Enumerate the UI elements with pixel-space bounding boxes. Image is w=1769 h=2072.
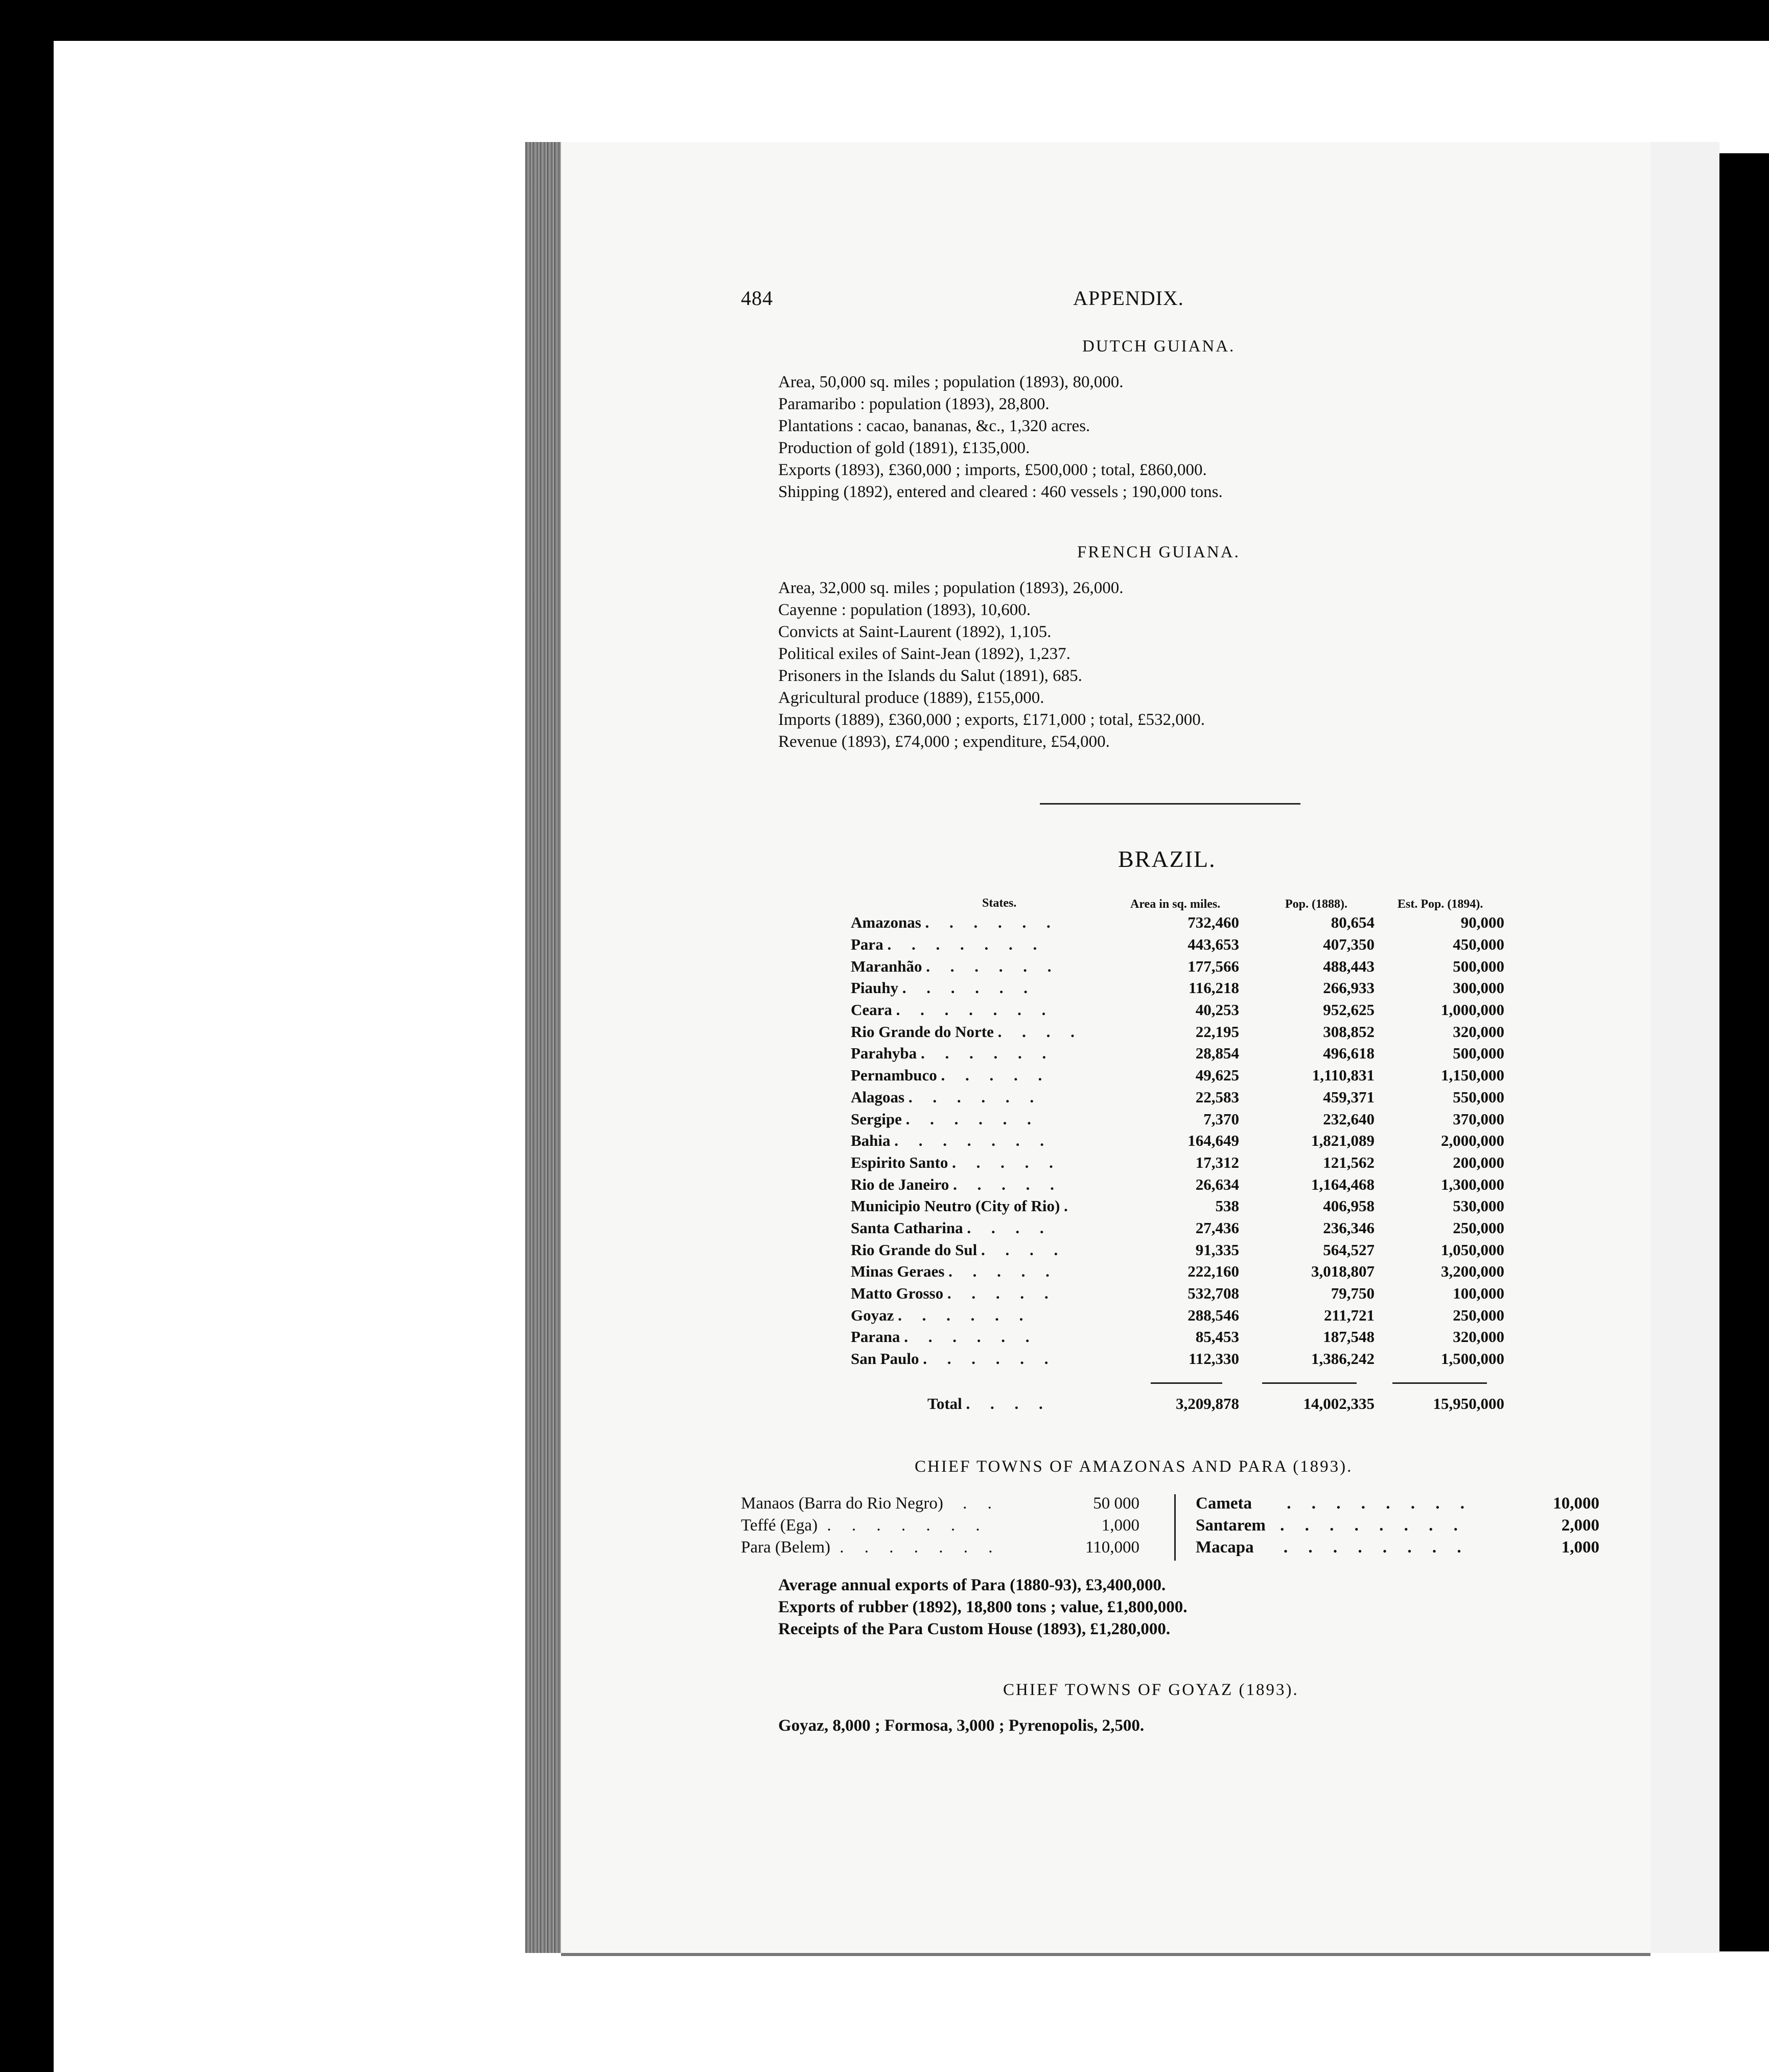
table-row: [851, 1304, 1504, 1326]
leader-dots: . . . .: [966, 1395, 1051, 1413]
area-cell: 17,312: [1195, 1153, 1239, 1171]
pop-1894-cell: 450,000: [1453, 935, 1504, 954]
state-cell: [851, 1130, 1137, 1152]
town-name: Macapa: [1196, 1538, 1254, 1557]
pop-1894-cell: 2,000,000: [1441, 1132, 1504, 1150]
pop-1888-cell: 79,750: [1331, 1284, 1375, 1303]
pop-1888-cell: 308,852: [1323, 1022, 1375, 1041]
area-cell: 27,436: [1195, 1218, 1239, 1237]
area-cell: 288,546: [1188, 1306, 1239, 1324]
pop-1888-cell: 1,164,468: [1311, 1175, 1375, 1193]
col-heading-pop-1894: Est. Pop. (1894).: [1398, 898, 1483, 911]
text-line: Goyaz, 8,000 ; Formosa, 3,000 ; Pyrenopolis, 2,500.: [778, 1716, 1145, 1735]
book-binding: [1719, 153, 1769, 1951]
leader-dots: . . . .: [981, 1240, 1066, 1259]
area-cell: 177,566: [1188, 957, 1239, 975]
facing-page-edge: [1650, 142, 1719, 1953]
pop-1888-cell: 1,386,242: [1311, 1350, 1375, 1368]
area-cell: 164,649: [1188, 1132, 1239, 1150]
state-cell: [851, 977, 1137, 999]
leader-dots: . . . . .: [952, 1153, 1061, 1171]
pop-1888-cell: 564,527: [1323, 1240, 1375, 1259]
pop-1894-cell: 320,000: [1453, 1022, 1504, 1041]
state-cell: [851, 999, 1137, 1021]
list-item: [741, 1538, 1139, 1557]
state-name: Rio Grande do Norte: [851, 1022, 994, 1041]
text-line: Agricultural produce (1889), £155,000.: [778, 689, 1044, 707]
leader-dots: . . . . . . .: [887, 935, 1045, 954]
table-row: [851, 1195, 1504, 1217]
brazil-title: BRAZIL.: [1118, 846, 1216, 872]
area-cell: 538: [1215, 1197, 1239, 1215]
total-label: Total: [927, 1395, 962, 1413]
leader-dots: . . . . . . .: [827, 1516, 988, 1535]
leader-dots: . . . . . .: [926, 957, 1060, 975]
leader-dots: . . . . .: [953, 1175, 1062, 1193]
total-pop-1888-cell: 14,002,335: [1303, 1395, 1375, 1413]
town-value: 1,000: [1561, 1538, 1599, 1557]
list-item: [741, 1494, 1139, 1513]
state-cell: [851, 1043, 1137, 1065]
col-heading-area: Area in sq. miles.: [1130, 898, 1221, 911]
list-item: [1196, 1494, 1599, 1513]
leader-dots: . . . . . . .: [894, 1132, 1053, 1150]
area-cell: 22,583: [1195, 1088, 1239, 1106]
state-name: Parahyba: [851, 1044, 917, 1063]
list-item: [1196, 1516, 1599, 1535]
state-cell: [851, 1173, 1137, 1195]
leader-dots: . . . . . . .: [840, 1538, 1001, 1557]
area-cell: 28,854: [1195, 1044, 1239, 1063]
text-line: Prisoners in the Islands du Salut (1891), 685.: [778, 667, 1082, 685]
leader-dots: . . . . .: [948, 1262, 1058, 1281]
pop-1888-cell: 266,933: [1323, 979, 1375, 997]
state-name: Para: [851, 935, 883, 954]
town-name: Para (Belem): [741, 1538, 831, 1557]
area-cell: 26,634: [1195, 1175, 1239, 1193]
leader-dots: . . . . . .: [920, 1044, 1055, 1063]
table-row: [851, 1348, 1504, 1370]
leader-dots: . . . . . .: [925, 913, 1059, 932]
text-line: Convicts at Saint-Laurent (1892), 1,105.: [778, 623, 1052, 641]
running-head: APPENDIX.: [1073, 287, 1184, 310]
leader-dots: . . . . . .: [902, 979, 1036, 997]
leader-dots: . . . . . . . .: [1280, 1516, 1466, 1535]
state-name: Maranhão: [851, 957, 922, 975]
pop-1888-cell: 488,443: [1323, 957, 1375, 975]
pop-1888-cell: 496,618: [1323, 1044, 1375, 1063]
pop-1894-cell: 300,000: [1453, 979, 1504, 997]
state-cell: [851, 1348, 1137, 1370]
pop-1888-cell: 211,721: [1323, 1306, 1375, 1324]
state-name: Pernambuco: [851, 1066, 937, 1085]
table-row: [851, 1283, 1504, 1305]
leader-dots: . . . .: [997, 1022, 1083, 1041]
text-line: Political exiles of Saint-Jean (1892), 1,237.: [778, 645, 1070, 663]
total-rule-area: [1151, 1382, 1222, 1384]
town-value: 1,000: [1101, 1516, 1139, 1535]
pop-1894-cell: 530,000: [1453, 1197, 1504, 1215]
leader-dots: . . . . . . . .: [1283, 1538, 1470, 1557]
state-cell: [851, 1021, 1137, 1043]
pop-1894-cell: 500,000: [1453, 1044, 1504, 1063]
table-row: [851, 912, 1504, 934]
brazil-total-row: [851, 1393, 1504, 1415]
pop-1888-cell: 236,346: [1323, 1218, 1375, 1237]
pop-1894-cell: 3,200,000: [1441, 1262, 1504, 1281]
state-name: Rio de Janeiro: [851, 1175, 949, 1193]
town-value: 50 000: [1093, 1494, 1139, 1513]
brazil-states-table: [851, 912, 1504, 1370]
state-name: Amazonas: [851, 913, 921, 932]
table-row: [851, 1326, 1504, 1348]
state-cell: [851, 1217, 1137, 1239]
state-cell: [851, 1239, 1137, 1261]
section-divider: [1040, 803, 1300, 805]
table-row: [851, 1108, 1504, 1130]
area-cell: 532,708: [1188, 1284, 1239, 1303]
leader-dots: . . . . . .: [898, 1306, 1032, 1324]
state-cell: [851, 1261, 1137, 1283]
pop-1894-cell: 550,000: [1453, 1088, 1504, 1106]
text-line: Plantations : cacao, bananas, &c., 1,320 acres.: [778, 417, 1090, 435]
leader-dots: . . . . .: [941, 1066, 1051, 1085]
area-cell: 22,195: [1195, 1022, 1239, 1041]
pop-1888-cell: 952,625: [1323, 1001, 1375, 1019]
column-divider: [1174, 1494, 1176, 1561]
table-row: [851, 934, 1504, 956]
table-row: [851, 1261, 1504, 1283]
area-cell: 222,160: [1188, 1262, 1239, 1281]
state-cell: [851, 1108, 1137, 1130]
state-cell: [851, 934, 1137, 956]
pop-1888-cell: 459,371: [1323, 1088, 1375, 1106]
state-name: Bahia: [851, 1132, 891, 1150]
pop-1888-cell: 121,562: [1323, 1153, 1375, 1171]
state-name: Piauhy: [851, 979, 899, 997]
col-heading-pop-1888: Pop. (1888).: [1285, 898, 1347, 911]
text-line: Exports of rubber (1892), 18,800 tons ; value, £1,800,000.: [778, 1598, 1188, 1616]
chief-towns-goyaz-title: CHIEF TOWNS OF GOYAZ (1893).: [1003, 1681, 1299, 1699]
table-row: [851, 1217, 1504, 1239]
table-row: [851, 1065, 1504, 1087]
state-name: Parana: [851, 1328, 900, 1346]
pop-1888-cell: 407,350: [1323, 935, 1375, 954]
state-cell: [851, 955, 1137, 977]
table-row: [851, 1043, 1504, 1065]
town-name: Cameta: [1196, 1494, 1252, 1513]
state-name: Santa Catharina: [851, 1218, 963, 1237]
pop-1894-cell: 90,000: [1460, 913, 1504, 932]
table-row: [851, 1021, 1504, 1043]
state-cell: [851, 1304, 1137, 1326]
pop-1894-cell: 1,150,000: [1441, 1066, 1504, 1085]
leader-dots: . . . . . .: [908, 1088, 1042, 1106]
text-line: Shipping (1892), entered and cleared : 460 vessels ; 190,000 tons.: [778, 483, 1223, 501]
table-row: [851, 977, 1504, 999]
pop-1894-cell: 1,500,000: [1441, 1350, 1504, 1368]
area-cell: 91,335: [1195, 1240, 1239, 1259]
text-line: Revenue (1893), £74,000 ; expenditure, £54,000.: [778, 733, 1110, 751]
state-name: San Paulo: [851, 1350, 919, 1368]
total-rule-pop-1894: [1392, 1382, 1487, 1384]
table-row: [851, 1239, 1504, 1261]
french-guiana-title: FRENCH GUIANA.: [1077, 543, 1240, 561]
pop-1894-cell: 250,000: [1453, 1218, 1504, 1237]
leader-dots: . . . .: [967, 1218, 1052, 1237]
area-cell: 112,330: [1188, 1350, 1239, 1368]
pop-1894-cell: 100,000: [1453, 1284, 1504, 1303]
pop-1894-cell: 1,300,000: [1441, 1175, 1504, 1193]
list-item: [741, 1516, 1139, 1535]
pop-1888-cell: 1,821,089: [1311, 1132, 1375, 1150]
pop-1894-cell: 320,000: [1453, 1328, 1504, 1346]
area-cell: 443,653: [1188, 935, 1239, 954]
state-cell: [851, 1065, 1137, 1087]
town-value: 2,000: [1561, 1516, 1599, 1535]
page-number: 484: [741, 287, 773, 310]
leader-dots: . .: [963, 1494, 1000, 1513]
text-line: Imports (1889), £360,000 ; exports, £171,000 ; total, £532,000.: [778, 711, 1205, 729]
state-cell: [851, 1195, 1137, 1217]
state-cell: [851, 1326, 1137, 1348]
town-name: Manaos (Barra do Rio Negro): [741, 1494, 943, 1513]
town-name: Santarem: [1196, 1516, 1266, 1535]
pop-1894-cell: 200,000: [1453, 1153, 1504, 1171]
pop-1888-cell: 406,958: [1323, 1197, 1375, 1215]
book-page-edges: [525, 142, 561, 1953]
text-line: Average annual exports of Para (1880-93), £3,400,000.: [778, 1576, 1166, 1594]
leader-dots: . . . . . . . .: [1287, 1494, 1473, 1513]
table-row: [851, 1087, 1504, 1109]
leader-dots: .: [1064, 1197, 1076, 1215]
leader-dots: . . . . . .: [923, 1350, 1057, 1368]
area-cell: 7,370: [1203, 1110, 1239, 1128]
area-cell: 85,453: [1195, 1328, 1239, 1346]
state-name: Rio Grande do Sul: [851, 1240, 977, 1259]
state-name: Espirito Santo: [851, 1153, 948, 1171]
text-line: Receipts of the Para Custom House (1893), £1,280,000.: [778, 1620, 1171, 1638]
chief-towns-amazonas-para-title: CHIEF TOWNS OF AMAZONAS AND PARA (1893).: [915, 1457, 1353, 1476]
col-heading-states: States.: [982, 897, 1017, 910]
state-cell: [851, 1087, 1137, 1109]
pop-1888-cell: 232,640: [1323, 1110, 1375, 1128]
state-cell: [851, 912, 1137, 934]
state-name: Matto Grosso: [851, 1284, 944, 1303]
state-name: Ceara: [851, 1001, 892, 1019]
area-cell: 116,218: [1188, 979, 1239, 997]
pop-1888-cell: 1,110,831: [1312, 1066, 1375, 1085]
text-line: Paramaribo : population (1893), 28,800.: [778, 395, 1050, 413]
table-row: [851, 1173, 1504, 1195]
state-cell: [851, 1152, 1137, 1174]
town-value: 10,000: [1553, 1494, 1599, 1513]
pop-1894-cell: 1,000,000: [1441, 1001, 1504, 1019]
total-pop-1894-cell: 15,950,000: [1433, 1395, 1504, 1413]
text-line: Exports (1893), £360,000 ; imports, £500,000 ; total, £860,000.: [778, 461, 1207, 479]
table-row: [851, 1130, 1504, 1152]
pop-1894-cell: 250,000: [1453, 1306, 1504, 1324]
pop-1894-cell: 370,000: [1453, 1110, 1504, 1128]
area-cell: 40,253: [1195, 1001, 1239, 1019]
state-name: Goyaz: [851, 1306, 894, 1324]
leader-dots: . . . . .: [947, 1284, 1057, 1303]
total-label-cell: [851, 1393, 1137, 1415]
leader-dots: . . . . . . .: [896, 1001, 1054, 1019]
table-row-total: [851, 1393, 1504, 1415]
text-line: Production of gold (1891), £135,000.: [778, 439, 1030, 457]
table-row: [851, 955, 1504, 977]
area-cell: 732,460: [1188, 913, 1239, 932]
text-line: Cayenne : population (1893), 10,600.: [778, 601, 1031, 619]
text-line: Area, 32,000 sq. miles ; population (1893), 26,000.: [778, 579, 1124, 597]
total-rule-pop-1888: [1262, 1382, 1357, 1384]
dutch-guiana-title: DUTCH GUIANA.: [1082, 337, 1236, 356]
state-name: Sergipe: [851, 1110, 902, 1128]
total-area-cell: 3,209,878: [1176, 1395, 1239, 1413]
table-row: [851, 999, 1504, 1021]
leader-dots: . . . . . .: [904, 1328, 1038, 1346]
state-name: Alagoas: [851, 1088, 905, 1106]
table-row: [851, 1152, 1504, 1174]
pop-1894-cell: 500,000: [1453, 957, 1504, 975]
list-item: [1196, 1538, 1599, 1557]
area-cell: 49,625: [1195, 1066, 1239, 1085]
pop-1888-cell: 80,654: [1331, 913, 1375, 932]
pop-1888-cell: 3,018,807: [1311, 1262, 1375, 1281]
pop-1894-cell: 1,050,000: [1441, 1240, 1504, 1259]
leader-dots: . . . . . .: [905, 1110, 1039, 1128]
pop-1888-cell: 187,548: [1323, 1328, 1375, 1346]
state-cell: [851, 1283, 1137, 1305]
town-value: 110,000: [1085, 1538, 1139, 1557]
text-line: Area, 50,000 sq. miles ; population (1893), 80,000.: [778, 373, 1124, 391]
state-name: Minas Geraes: [851, 1262, 945, 1281]
town-name: Teffé (Ega): [741, 1516, 818, 1535]
state-name: Municipio Neutro (City of Rio): [851, 1197, 1060, 1215]
